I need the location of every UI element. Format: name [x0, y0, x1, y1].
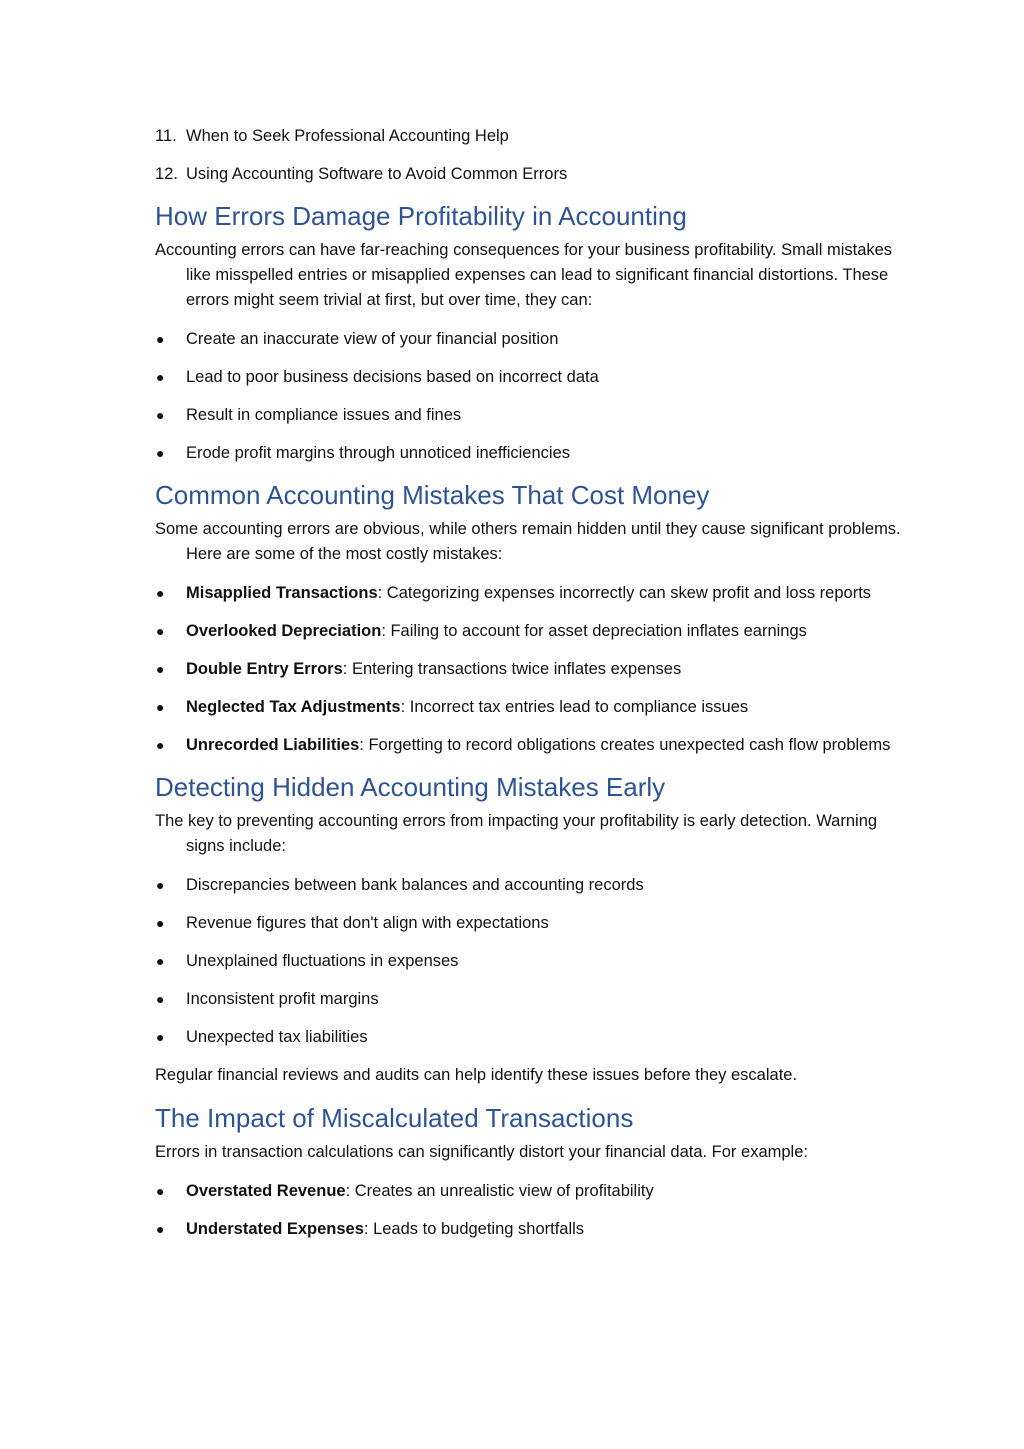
- list-item: [155, 987, 904, 1012]
- bullet-list: [155, 327, 904, 466]
- bullet-term: Misapplied Transactions: [186, 584, 378, 602]
- list-item: [155, 403, 904, 428]
- bullet-icon: ●: [156, 991, 165, 1007]
- section-detecting-mistakes: [155, 771, 904, 1088]
- list-number: 12.: [155, 165, 178, 183]
- list-item: [155, 162, 904, 187]
- bullet-icon: ●: [156, 1029, 165, 1045]
- section-how-errors-damage: [155, 200, 904, 466]
- bullet-icon: ●: [156, 877, 165, 893]
- list-item: [155, 619, 904, 644]
- bullet-icon: ●: [156, 1221, 165, 1237]
- section-intro: Errors in transaction calculations can significantly distort your financial data. For example:: [155, 1143, 808, 1161]
- bullet-text: : Leads to budgeting shortfalls: [363, 1220, 585, 1238]
- list-item-text: Using Accounting Software to Avoid Common Errors: [186, 165, 568, 183]
- list-item: [155, 733, 904, 758]
- bullet-icon: ●: [156, 661, 165, 677]
- section-miscalculated-transactions: [155, 1102, 904, 1242]
- bullet-text: Erode profit margins through unnoticed inefficiencies: [186, 444, 571, 462]
- bullet-text: Inconsistent profit margins: [186, 990, 379, 1008]
- bullet-list: [155, 873, 904, 1050]
- bullet-term: Overstated Revenue: [186, 1182, 346, 1200]
- bullet-term: Double Entry Errors: [186, 660, 343, 678]
- bullet-icon: ●: [156, 953, 165, 969]
- list-item: [155, 949, 904, 974]
- list-number: 11.: [155, 127, 177, 145]
- list-item: [155, 1025, 904, 1050]
- list-item: [155, 695, 904, 720]
- section-common-mistakes: [155, 479, 904, 758]
- bullet-term: Unrecorded Liabilities: [186, 736, 360, 754]
- bullet-list: [155, 581, 904, 758]
- section-heading: Common Accounting Mistakes That Cost Money: [155, 480, 710, 510]
- list-item: [155, 1179, 904, 1204]
- bullet-text: : Entering transactions twice inflates expenses: [342, 660, 682, 678]
- list-item: [155, 873, 904, 898]
- bullet-text: Revenue figures that don't align with expectations: [186, 914, 549, 932]
- section-heading: Detecting Hidden Accounting Mistakes Early: [155, 772, 666, 802]
- section-heading: How Errors Damage Profitability in Accounting: [155, 201, 687, 231]
- bullet-icon: ●: [156, 623, 165, 639]
- bullet-term: Overlooked Depreciation: [186, 622, 382, 640]
- bullet-icon: ●: [156, 915, 165, 931]
- list-item: [155, 581, 904, 606]
- section-heading: The Impact of Miscalculated Transactions: [155, 1103, 634, 1133]
- bullet-icon: ●: [156, 445, 165, 461]
- bullet-text: : Categorizing expenses incorrectly can skew profit and loss reports: [377, 584, 872, 602]
- bullet-list: [155, 1179, 904, 1242]
- bullet-text: : Incorrect tax entries lead to compliance issues: [400, 698, 749, 716]
- section-intro: Accounting errors can have far-reaching consequences for your business profitability. Small mistakes like misspelled entries or misapplied expenses can lead to significant financial distortions. These errors might seem trivial at first, but over time, they can:: [155, 241, 893, 309]
- bullet-text: Lead to poor business decisions based on incorrect data: [186, 368, 599, 386]
- list-item: [155, 1217, 904, 1242]
- numbered-list: [155, 124, 904, 187]
- section-intro: Some accounting errors are obvious, while others remain hidden until they cause significant problems. Here are some of the most costly mistakes:: [155, 520, 901, 563]
- list-item-text: When to Seek Professional Accounting Help: [186, 127, 509, 145]
- section-intro: The key to preventing accounting errors from impacting your profitability is early detection. Warning signs include:: [155, 812, 878, 855]
- bullet-text: Unexpected tax liabilities: [186, 1028, 368, 1046]
- bullet-text: : Failing to account for asset depreciation inflates earnings: [381, 622, 807, 640]
- bullet-text: Create an inaccurate view of your financial position: [186, 330, 559, 348]
- bullet-text: Unexplained fluctuations in expenses: [186, 952, 459, 970]
- list-item: [155, 657, 904, 682]
- bullet-icon: ●: [156, 737, 165, 753]
- bullet-icon: ●: [156, 331, 165, 347]
- bullet-icon: ●: [156, 369, 165, 385]
- bullet-icon: ●: [156, 585, 165, 601]
- list-item: [155, 441, 904, 466]
- bullet-term: Understated Expenses: [186, 1220, 364, 1238]
- bullet-term: Neglected Tax Adjustments: [186, 698, 401, 716]
- bullet-text: Result in compliance issues and fines: [186, 406, 462, 424]
- bullet-text: : Creates an unrealistic view of profitability: [345, 1182, 654, 1200]
- section-outro: Regular financial reviews and audits can help identify these issues before they escalate.: [155, 1066, 798, 1084]
- list-item: [155, 124, 904, 149]
- list-item: [155, 911, 904, 936]
- bullet-icon: ●: [156, 699, 165, 715]
- list-item: [155, 365, 904, 390]
- list-item: [155, 327, 904, 352]
- bullet-icon: ●: [156, 407, 165, 423]
- bullet-text: Discrepancies between bank balances and accounting records: [186, 876, 644, 894]
- bullet-icon: ●: [156, 1183, 165, 1199]
- bullet-text: : Forgetting to record obligations creates unexpected cash flow problems: [359, 736, 891, 754]
